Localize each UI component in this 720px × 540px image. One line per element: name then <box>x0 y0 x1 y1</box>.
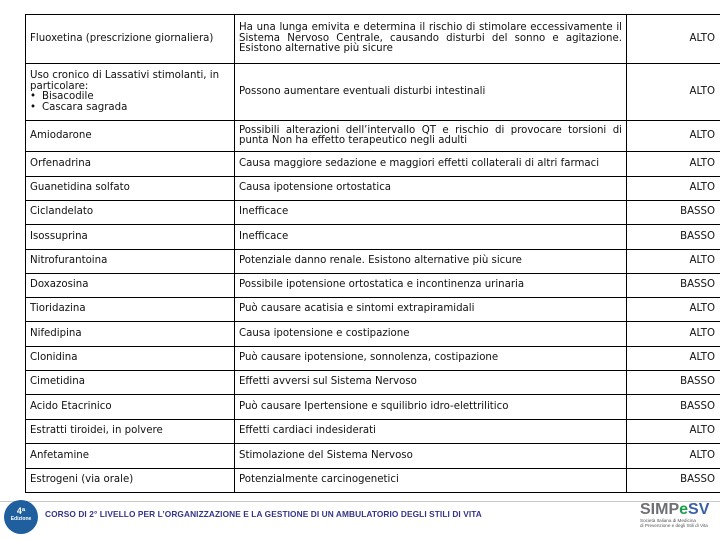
drug-cell: Estratti tiroidei, in polvere <box>26 420 235 444</box>
logo-simp: SIMP <box>640 501 680 518</box>
table-row <box>26 177 720 201</box>
table-row <box>26 250 720 274</box>
risk-cell: ALTO <box>627 298 720 322</box>
effect-cell: Causa ipotensione e costipazione <box>235 322 627 347</box>
table-row <box>26 371 720 395</box>
drug-cell: Nitrofurantoina <box>26 250 235 274</box>
risk-cell: ALTO <box>627 64 720 121</box>
effect-cell: Può causare Ipertensione e squilibrio idro-elettrilitico <box>235 395 627 420</box>
effect-cell <box>235 15 627 64</box>
table-row <box>26 121 720 152</box>
risk-cell: ALTO <box>627 121 720 152</box>
edition-label: Edizione <box>10 516 32 522</box>
drug-cell: Acido Etacrinico <box>26 395 235 420</box>
risk-cell: ALTO <box>627 152 720 177</box>
drug-cell: Guanetidina solfato <box>26 177 235 201</box>
table-row <box>26 274 720 298</box>
drug-risk-table-container <box>25 14 715 493</box>
table-row <box>26 347 720 371</box>
effect-cell <box>235 121 627 152</box>
risk-cell: BASSO <box>627 371 720 395</box>
risk-cell: ALTO <box>627 420 720 444</box>
effect-text: Ha una lunga emivita e determina il rischio di stimolare eccessivamente il Sistema Nervoso Centrale, causando disturbi del sonno e agitazione. Esistono alternative più sicure <box>239 22 622 55</box>
risk-cell: BASSO <box>627 225 720 250</box>
effect-cell: Possibile ipotensione ortostatica e incontinenza urinaria <box>235 274 627 298</box>
drug-text: Uso cronico di Lassativi stimolanti, in particolare: <box>30 70 220 92</box>
effect-cell: Stimolazione del Sistema Nervoso <box>235 444 627 469</box>
effect-cell: Possono aumentare eventuali disturbi intestinali <box>235 64 627 121</box>
risk-cell: ALTO <box>627 444 720 469</box>
table-row <box>26 225 720 250</box>
drug-risk-table <box>25 14 720 493</box>
edition-number: 4ª <box>16 506 26 516</box>
footer-divider <box>0 501 720 502</box>
effect-cell: Effetti cardiaci indesiderati <box>235 420 627 444</box>
drug-cell: Cimetidina <box>26 371 235 395</box>
drug-cell: Tioridazina <box>26 298 235 322</box>
drug-cell: Ciclandelato <box>26 201 235 225</box>
risk-cell: ALTO <box>627 177 720 201</box>
simpesv-logo <box>640 502 718 528</box>
slide-footer <box>0 494 720 540</box>
edition-badge <box>4 500 38 534</box>
table-row <box>26 469 720 493</box>
risk-cell: BASSO <box>627 274 720 298</box>
effect-text: Possibili alterazioni dell’intervallo QT e rischio di provocare torsioni di punta Non ha effetto terapeutico negli adulti <box>239 124 622 146</box>
drug-cell: Fluoxetina (prescrizione giornaliera) <box>26 15 235 64</box>
drug-cell: Clonidina <box>26 347 235 371</box>
logo-subtitle-line2: di Prevenzione e degli Stili di Vita <box>640 523 708 529</box>
table-row <box>26 420 720 444</box>
effect-cell: Causa ipotensione ortostatica <box>235 177 627 201</box>
logo-subtitle-line1: Società Italiana di Medicina <box>640 518 696 523</box>
table-row <box>26 64 720 121</box>
drug-cell: Nifedipina <box>26 322 235 347</box>
effect-cell: Causa maggiore sedazione e maggiori effetti collaterali di altri farmaci <box>235 152 627 177</box>
table-row <box>26 298 720 322</box>
table-row <box>26 15 720 64</box>
risk-cell: BASSO <box>627 469 720 493</box>
effect-cell: Può causare acatisia e sintomi extrapiramidali <box>235 298 627 322</box>
list-item: • Cascara sagrada <box>42 103 230 114</box>
drug-cell: Doxazosina <box>26 274 235 298</box>
drug-bullet-list <box>30 92 230 113</box>
table-row <box>26 201 720 225</box>
list-item: • Bisacodile <box>42 92 230 103</box>
drug-cell <box>26 64 235 121</box>
effect-cell: Inefficace <box>235 201 627 225</box>
table-row <box>26 395 720 420</box>
effect-cell: Può causare ipotensione, sonnolenza, costipazione <box>235 347 627 371</box>
effect-cell: Potenzialmente carcinogenetici <box>235 469 627 493</box>
drug-cell: Orfenadrina <box>26 152 235 177</box>
logo-wordmark <box>640 502 718 518</box>
effect-cell: Inefficace <box>235 225 627 250</box>
risk-cell: BASSO <box>627 201 720 225</box>
drug-cell: Amiodarone <box>26 121 235 152</box>
logo-e: e <box>679 501 689 518</box>
table-row <box>26 152 720 177</box>
risk-cell: BASSO <box>627 395 720 420</box>
risk-cell: ALTO <box>627 347 720 371</box>
risk-cell: ALTO <box>627 15 720 64</box>
risk-cell: ALTO <box>627 250 720 274</box>
drug-cell: Estrogeni (via orale) <box>26 469 235 493</box>
logo-sv: SV <box>688 501 710 518</box>
course-title: CORSO DI 2° LIVELLO PER L’ORGANIZZAZIONE E LA GESTIONE DI UN AMBULATORIO DEGLI STILI DI VITA <box>45 509 482 519</box>
table-row <box>26 444 720 469</box>
drug-cell: Anfetamine <box>26 444 235 469</box>
drug-cell: Isossuprina <box>26 225 235 250</box>
risk-cell: ALTO <box>627 322 720 347</box>
effect-cell: Effetti avversi sul Sistema Nervoso <box>235 371 627 395</box>
effect-cell: Potenziale danno renale. Esistono alternative più sicure <box>235 250 627 274</box>
table-row <box>26 322 720 347</box>
